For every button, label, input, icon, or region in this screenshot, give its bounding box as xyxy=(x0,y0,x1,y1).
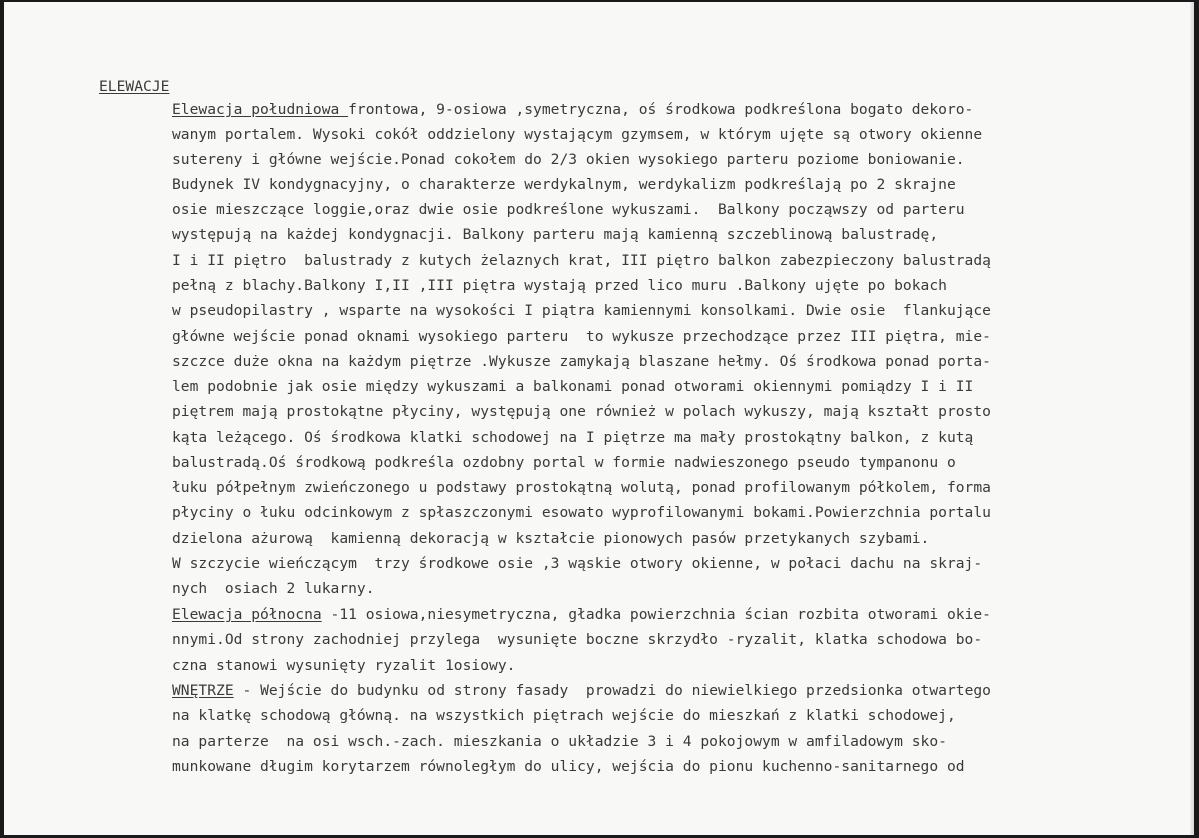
line-text: dzielona ażurową kamienną dekoracją w kształcie pionowych pasów przetykanych szybami. xyxy=(172,530,930,547)
text-line xyxy=(172,201,965,219)
text-line xyxy=(172,176,956,194)
line-text: pełną z blachy.Balkony I,II ,III piętra wystają przed lico muru .Balkony ujęte po bokach xyxy=(172,277,947,294)
line-text: czna stanowi wysunięty ryzalit 1osiowy. xyxy=(172,657,516,674)
line-text: I i II piętro balustrady z kutych żelaznych krat, III piętro balkon zabezpieczony balustradą xyxy=(172,252,991,269)
line-text: nnymi.Od strony zachodniej przylega wysunięte boczne skrzydło -ryzalit, klatka schodowa bo- xyxy=(172,631,983,648)
text-line xyxy=(172,606,991,624)
line-text: - Wejście do budynku od strony fasady prowadzi do niewielkiego przedsionka otwartego xyxy=(233,682,991,699)
line-text: kąta leżącego. Oś środkowa klatki schodowej na I piętrze ma mały prostokątny balkon, z kutą xyxy=(172,429,974,446)
line-text: -11 osiowa,niesymetryczna, gładka powierzchnia ścian rozbita otworami okie- xyxy=(321,606,991,623)
text-line xyxy=(172,277,947,295)
text-line xyxy=(172,504,991,522)
text-line xyxy=(172,530,929,548)
text-line xyxy=(172,657,515,675)
line-text: występują na każdej kondygnacji. Balkony parteru mają kamienną szczeblinową balustradę, xyxy=(172,226,939,243)
text-line xyxy=(172,631,982,649)
line-text: lem podobnie jak osie między wykuszami a balkonami ponad otworami okiennymi pomiądzy I i II xyxy=(172,378,974,395)
text-line xyxy=(172,758,965,776)
underlined-term: WNĘTRZE xyxy=(172,682,234,699)
text-line xyxy=(172,328,991,346)
section-heading: ELEWACJE xyxy=(99,78,170,95)
line-text: W szczycie wieńczącym trzy środkowe osie ,3 wąskie otwory okienne, w połaci dachu na skraj- xyxy=(172,555,983,572)
line-text: łuku półpełnym zwieńczonego u podstawy prostokątną wolutą, ponad profilowanym półkolem, forma xyxy=(172,479,991,496)
text-line xyxy=(172,126,982,144)
line-text: frontowa, 9-osiowa ,symetryczna, oś środkowa podkreślona bogato dekoro- xyxy=(348,101,974,118)
text-line xyxy=(172,226,938,244)
line-text: munkowane długim korytarzem równoległym do ulicy, wejścia do pionu kuchenno-sanitarnego od xyxy=(172,758,965,775)
line-text: nych osiach 2 lukarny. xyxy=(172,580,375,597)
line-text: wanym portalem. Wysoki cokół oddzielony wystającym gzymsem, w którym ujęte są otwory okienne xyxy=(172,126,983,143)
text-line xyxy=(172,580,375,598)
text-line xyxy=(172,555,982,573)
line-text: osie mieszczące loggie,oraz dwie osie podkreślone wykuszami. Balkony począwszy od parteru xyxy=(172,201,965,218)
line-text: balustradą.Oś środkową podkreśla ozdobny portal w formie nadwieszonego pseudo tympanonu o xyxy=(172,454,956,471)
text-line xyxy=(172,454,956,472)
text-line xyxy=(172,101,973,119)
line-text: sutereny i główne wejście.Ponad cokołem do 2/3 okien wysokiego parteru poziome boniowanie. xyxy=(172,151,965,168)
scan-edge xyxy=(1190,2,1194,835)
text-line xyxy=(172,378,973,396)
text-line xyxy=(172,707,956,725)
text-line xyxy=(172,151,965,169)
document-text xyxy=(4,2,1194,835)
line-text: piętrem mają prostokątne płyciny, występują one również w polach wykuszy, mają kształt prosto xyxy=(172,403,991,420)
text-line xyxy=(172,682,991,700)
line-text: na klatkę schodową główną. na wszystkich piętrach wejście do mieszkań z klatki schodowej, xyxy=(172,707,956,724)
text-line xyxy=(172,302,991,320)
line-text: główne wejście ponad oknami wysokiego parteru to wykusze przechodzące przez III piętra, mie- xyxy=(172,328,991,345)
text-line xyxy=(172,479,991,497)
line-text: Budynek IV kondygnacyjny, o charakterze werdykalnym, werdykalizm podkreślają po 2 skrajne xyxy=(172,176,956,193)
underlined-term: Elewacja północna xyxy=(172,606,322,623)
line-text: płyciny o łuku odcinkowym z spłaszczonymi esowato wyprofilowanymi bokami.Powierzchnia portalu xyxy=(172,504,991,521)
line-text: na parterze na osi wsch.-zach. mieszkania o układzie 3 i 4 pokojowym w amfiladowym sko- xyxy=(172,733,947,750)
text-line xyxy=(172,403,991,421)
text-line xyxy=(172,252,991,270)
line-text: w pseudopilastry , wsparte na wysokości I piątra kamiennymi konsolkami. Dwie osie flankujące xyxy=(172,302,991,319)
document-page xyxy=(4,2,1194,835)
text-line xyxy=(172,733,947,751)
line-text: szczce duże okna na każdym piętrze .Wykusze zamykają blaszane hełmy. Oś środkowa ponad porta- xyxy=(172,353,991,370)
text-line xyxy=(172,353,991,371)
text-line xyxy=(172,429,973,447)
underlined-term: Elewacja południowa xyxy=(172,101,349,118)
